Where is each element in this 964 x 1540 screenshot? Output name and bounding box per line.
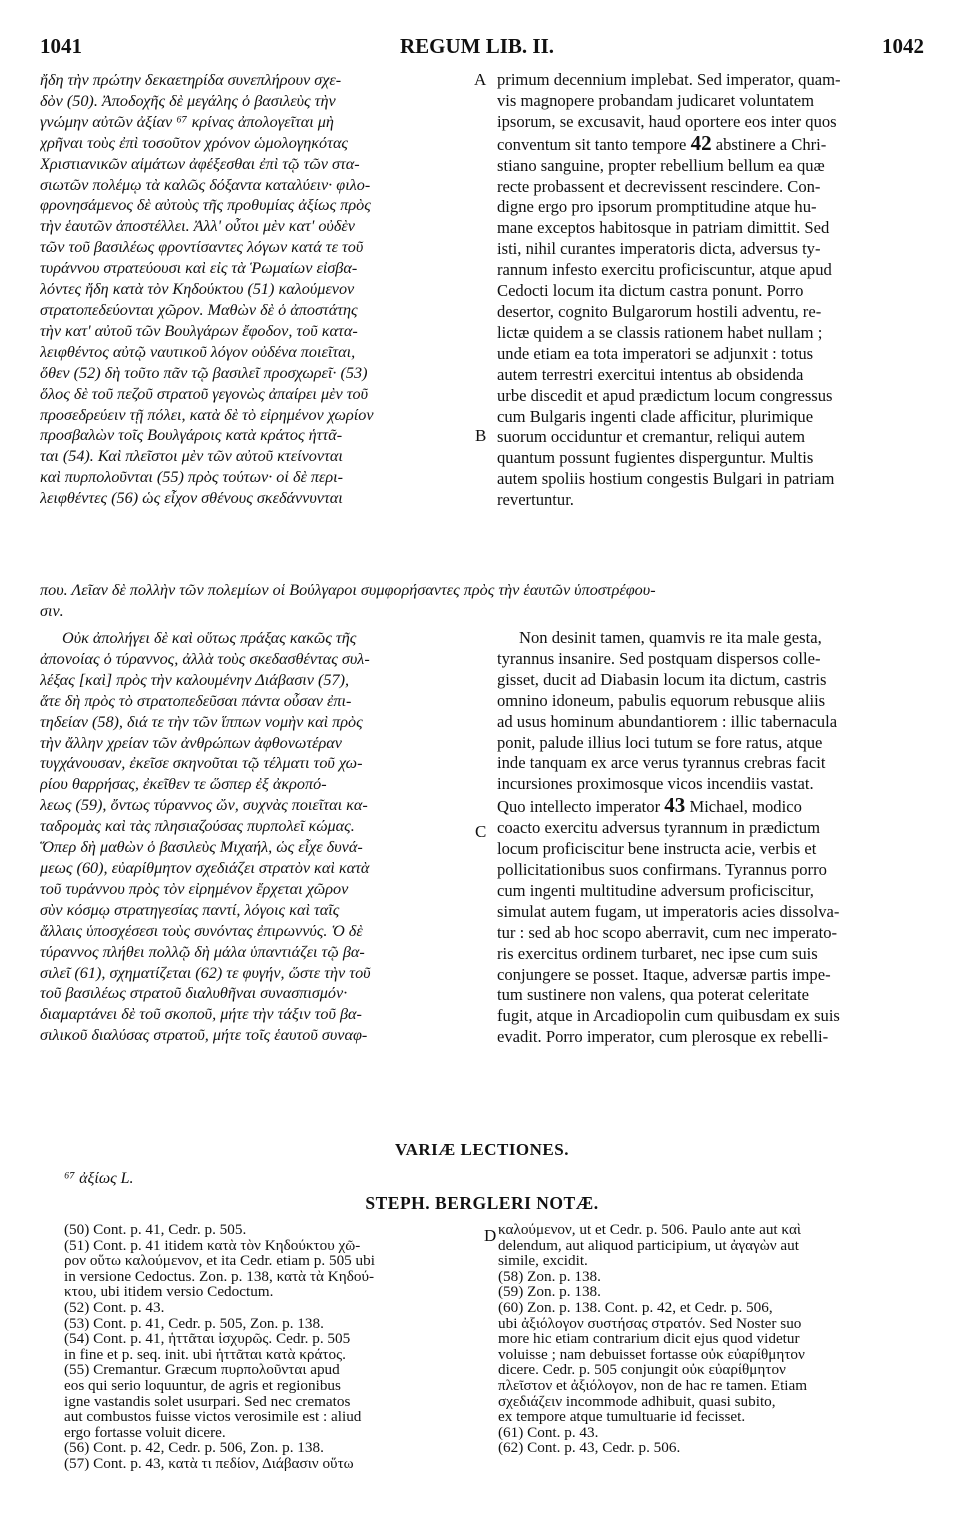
text-line: τηδείαν (58), διά τε τὴν τῶν ἵππων νομὴν καὶ πρὸς	[40, 712, 363, 731]
text-line: pollicitationibus suos confirmans. Tyrannus porro	[497, 859, 827, 879]
text-line: τὴν ἑαυτῶν ἀποστέλλει. Ἀλλ' οὗτοι μὲν κατ' οὐδὲν	[40, 217, 355, 236]
text-line: quantum possunt fugientes disperguntur. Multis	[497, 448, 814, 468]
text-line: ρίου θαρρήσας, ἐκεῖθεν τε ὥσπερ ἐξ ἀκροπό-	[40, 775, 327, 794]
text-line: τοῦ βασιλέως στρατοῦ διαλυθῆναι συνασπισμόν·	[40, 984, 348, 1003]
text-line: τυράννου στρατεύουσι καὶ εἰς τὰ Ῥωμαίων εἰσβα-	[40, 259, 358, 278]
text-line: Cedocti locum ita dictum castra ponunt. Porro	[497, 281, 804, 301]
note-line: voluisse ; nam debuisset fortasse οὐκ εὐαρίθμητον	[498, 1346, 805, 1363]
text-line: urbe discedit et apud prædictum locum congressus	[497, 385, 833, 405]
right-page-number: 1042	[882, 34, 924, 58]
bold-page-ref: 42	[690, 132, 712, 155]
left-page-number: 1041	[40, 34, 82, 58]
text-line: stiano sanguine, propter rebellium bellum ea quæ	[497, 155, 825, 175]
note-line: (55) Cremantur. Græcum πυρπολοῦνται apud	[64, 1362, 340, 1378]
note-line: ex tempore atque tumultuarie id fecisset.	[498, 1409, 746, 1425]
note-line: dicere. Cedr. p. 505 conjungit οὐκ εὐαρίθμητον	[498, 1362, 786, 1378]
text-line: ἤδη τὴν πρώτην δεκαετηρίδα συνεπλήρουν σχε-	[40, 71, 342, 89]
text-line: autem terrestri exercitui intentus ab obsidenda	[497, 364, 804, 384]
note-line: igne vastandis solet usurpari. Sed nec crematos	[64, 1393, 351, 1410]
text-line: desertor, cognito Bulgarorum hostili adventu, re-	[497, 301, 822, 321]
text-line: ται (54). Καὶ πλεῖστοι μὲν τῶν αὐτοῦ κτείνονται	[40, 447, 343, 466]
note-line: simile, excidit.	[498, 1253, 588, 1269]
text-line: revertuntur.	[497, 490, 574, 510]
text-line	[497, 795, 927, 818]
bold-page-ref: 43	[664, 795, 686, 818]
note-line: (62) Cont. p. 43, Cedr. p. 506.	[498, 1440, 681, 1456]
text-line: recte probassent et decrevissent rescindere. Con-	[497, 176, 821, 196]
note-line: καλούμενον, ut et Cedr. p. 506. Paulo ante aut καὶ	[498, 1222, 802, 1238]
note-line: in versione Cedoctus. Zon. p. 138, κατὰ τὰ Κηδού-	[64, 1268, 375, 1285]
note-line: (56) Cont. p. 42, Cedr. p. 506, Zon. p. 138.	[64, 1440, 324, 1456]
note-line: in fine et p. seq. init. ubi ἡττᾶται κατὰ κράτος.	[64, 1346, 346, 1363]
note-line: (58) Zon. p. 138.	[498, 1268, 601, 1285]
text-line: evadit. Porro imperator, cum plerosque ex rebelli-	[497, 1027, 829, 1047]
text-line: cum ingenti multitudine adversum proficiscitur,	[497, 880, 814, 900]
text-line: γνώμην αὐτῶν ἀξίαν ⁶⁷ κρίνας ἀπολογεῖται μὴ	[40, 112, 334, 131]
text-line: ris exercitus ordinem turbaret, nec ipse cum suis	[497, 943, 818, 963]
variae-lectiones-heading: VARIÆ LECTIONES.	[395, 1140, 569, 1159]
text-line: τῶν τοῦ βασιλέως φροντίσαντες λόγων κατά τε τοῦ	[40, 238, 364, 257]
text-line: τυγχάνουσαν, ἐκεῖσε σκηνοῦται τῷ τέλματι τοῦ χω-	[40, 754, 363, 773]
note-line: πλεῖστον et ἀξιόλογον, non de hac re tamen. Etiam	[498, 1377, 808, 1394]
text-line: fugit, atque in Arcadiopolin cum quibusdam ex suis	[497, 1006, 840, 1026]
text-line: tyrannus insanire. Sed postquam dispersos colle-	[497, 648, 821, 668]
text-line: omnino idoneum, pabulis equorum rebusque aliis	[497, 690, 826, 710]
text-line: vis magnopere probandam judicaret voluntatem	[497, 90, 815, 110]
text-line: digne ergo pro ipsorum promptitudine atque hu-	[497, 197, 817, 217]
note-line: ergo fortasse voluit dicere.	[64, 1424, 226, 1441]
text-line: conjungere se posset. Itaque, adversæ partis impe-	[497, 964, 831, 984]
text-line: mane exceptos habitosque in patriam dimittit. Sed	[497, 218, 830, 238]
text-line: ipsorum, se excusavit, haud oportere eos inter quos	[497, 111, 837, 131]
text-line: σιλικοῦ διαλύσας στρατοῦ, μήτε τοῖς ἑαυτοῦ συναφ-	[40, 1026, 368, 1045]
note-line: eos qui serio loquuntur, de agris et regionibus	[64, 1377, 341, 1394]
text-fragment: abstinere a Chri-	[715, 134, 827, 154]
note-line: κτου, ubi itidem versio Cedoctum.	[64, 1284, 274, 1300]
note-line: (61) Cont. p. 43.	[498, 1424, 599, 1441]
note-line: (54) Cont. p. 41, ἡττᾶται ἰσχυρῶς. Cedr. p. 505	[64, 1331, 351, 1347]
text-line: δὸν (50). Ἀποδοχῆς δὲ μεγάλης ὁ βασιλεὺς τὴν	[40, 91, 336, 110]
text-line: Οὐκ ἀπολήγει δὲ καὶ οὕτως πράξας κακῶς τῆς	[62, 629, 357, 647]
text-line: ἄλλαις ὑποσχέσεσι τοὺς συνόντας ἐπιρωννύς. Ὁ δὲ	[40, 921, 363, 940]
text-line: που. Λεῖαν δὲ πολλὴν τῶν πολεμίων οἱ Βούλγαροι συμφορήσαντες πρὸς τὴν ἑαυτῶν ὑποστρέφου-	[40, 581, 656, 599]
text-line: λέξας [καὶ] πρὸς τὴν καλουμένην Διάβασιν (57),	[40, 670, 350, 689]
text-fragment: Michael, modico	[689, 797, 802, 817]
text-line: στρατοπεδεύονται χῶρον. Μαθὼν δὲ ὁ ἀποστάτης	[40, 300, 358, 319]
text-line: προσβαλὼν τοῖς Βουλγάροις κατὰ κράτος ἡττᾶ-	[40, 426, 343, 445]
note-line: (50) Cont. p. 41, Cedr. p. 505.	[64, 1222, 247, 1238]
running-header	[40, 34, 924, 64]
text-line: τύραννος πλήθει πολλῷ δὴ μάλα ὑπαντιάζει τῷ βα-	[40, 942, 365, 961]
text-line: μεως (60), εὐαρίθμητον σχεδιάζει στρατὸν καὶ κατὰ	[40, 858, 370, 877]
variant-reading: ⁶⁷ ἀξίως L.	[64, 1170, 134, 1187]
text-line: primum decennium implebat. Sed imperator, quam-	[497, 70, 841, 89]
notes-right-column	[498, 1222, 930, 1456]
text-line: isti, nihil curantes imperatoris dicta, adversus ty-	[497, 239, 821, 259]
greek-column-bottom	[40, 628, 490, 1046]
text-line: coacto exercitu adversus tyrannum in prædictum	[497, 818, 821, 838]
text-line: σιωτῶν πολέμῳ τὰ καλῶς δόξαντα καταλύειν· φιλο-	[40, 175, 371, 194]
note-line: σχεδιάζειν incommode adhibuit, quasi subito,	[498, 1393, 776, 1410]
text-line: Χριστιανικῶν αἱμάτων ἀφέξεσθαι ἐπὶ τῷ τῶν στα-	[40, 154, 360, 173]
text-line: rannum infesto exercitu proficiscuntur, atque apud	[497, 260, 832, 280]
text-line: simulat autem fugam, ut imperatoris acies dissolva-	[497, 901, 840, 921]
text-line: λεως (59), ὄντως τύραννος ὤν, συχνὰς ποιεῖται κα-	[40, 796, 368, 815]
notes-left-column	[64, 1222, 482, 1472]
note-line: ρον οὕτω καλούμενον, et ita Cedr. etiam p. 505 ubi	[64, 1253, 375, 1269]
text-line: τοῦ τυράννου πρὸς τὸν εἰρημένον ἔρχεται χῶρον	[40, 879, 349, 898]
note-line: (59) Zon. p. 138.	[498, 1284, 601, 1300]
text-line: suorum occiduntur et cremantur, reliqui autem	[497, 427, 806, 447]
text-line: cum Bulgaris ingenti clade afficitur, plurimique	[497, 406, 814, 426]
text-line: autem spoliis hostium congestis Bulgari in patriam	[497, 469, 835, 489]
text-line: ad usus hominum abundantiorem : illic tabernacula	[497, 711, 838, 731]
text-line: locum proficiscitur bene instructa acie, verbis et	[497, 839, 817, 859]
text-line: λειφθέντος αὐτῷ ναυτικοῦ λόγον οὐδένα ποιεῖται,	[40, 342, 356, 361]
text-line: ταδρομὰς καὶ τὰς πλησιαζούσας πυρπολεῖ κώμας.	[40, 817, 355, 836]
text-line: incursiones proximosque vicos incendiis vastat.	[497, 774, 814, 794]
text-line: tum sustinere non valens, qua poterat celeritate	[497, 985, 809, 1005]
text-line: ὅθεν (52) δὴ τοῦτο πᾶν τῷ βασιλεῖ προσχωρεῖ· (53)	[40, 363, 368, 382]
note-line: (52) Cont. p. 43.	[64, 1299, 165, 1316]
text-line: σὺν κόσμῳ στρατηγεσίας παντί, λόγοις καὶ ταῖς	[40, 900, 340, 919]
margin-letter-b: B	[475, 426, 487, 445]
text-line: ἅτε δὴ πρὸς τὸ στρατοπεδεῦσαι πάντα οὖσαν ἐπι-	[40, 691, 352, 710]
text-line: Ὅπερ δὴ μαθὼν ὁ βασιλεὺς Μιχαήλ, ὡς εἶχε δυνά-	[40, 838, 363, 857]
text-fragment: Quo intellecto imperator	[497, 797, 661, 817]
text-line: τὴν ἄλλην χρείαν τῶν ἀνθρώπων ἀφθονωτέραν	[40, 733, 342, 752]
text-line: σιλεῖ (61), σχηματίζεται (62) τε φυγήν, ὥστε τὴν τοῦ	[40, 963, 371, 982]
note-line: more hic etiam contrarium dicit ejus quod videtur	[498, 1331, 800, 1347]
text-line: καὶ πυρπολοῦνται (55) πρὸς τούτων· οἱ δὲ περι-	[40, 468, 344, 487]
latin-column-top	[497, 70, 927, 511]
text-line: tur : sed ab hoc scopo aberravit, cum nec imperato-	[497, 922, 838, 942]
text-line: inde tanquam ex arce verus tyrannus crebras facit	[497, 753, 826, 773]
margin-letter-d: D	[484, 1226, 497, 1245]
text-line: φρονησάμενος δὲ αὐτοὺς τῆς προθυμίας ἀξίως πρὸς	[40, 196, 371, 215]
text-line: ponit, palude illius loci tutum se fore ratus, atque	[497, 732, 823, 752]
greek-column-top	[40, 70, 490, 509]
text-fragment: conventum sit tanto tempore	[497, 134, 687, 154]
note-line: (53) Cont. p. 41, Cedr. p. 505, Zon. p. 138.	[64, 1315, 324, 1332]
note-line: (51) Cont. p. 41 itidem κατὰ τὸν Κηδούκτου χῶ-	[64, 1237, 361, 1254]
text-line: προσεδρεύειν τῇ πόλει, κατὰ δὲ τὸ εἰρημένον χωρίον	[40, 405, 374, 424]
text-line	[497, 133, 927, 156]
note-line: delendum, aut aliquod participium, ut ἀγαγὼν aut	[498, 1237, 799, 1254]
margin-letter-c: C	[475, 822, 487, 841]
text-line: lictæ quidem a se classis rationem habet nullam ;	[497, 322, 823, 342]
text-line: ἀπονοίας ὁ τύραννος, ἀλλὰ τοὺς σκεδασθέντας συλ-	[40, 649, 370, 668]
latin-column-bottom	[497, 628, 927, 1048]
text-line: gisset, ducit ad Diabasin locum ita dictum, castris	[497, 669, 827, 689]
text-line: τὴν κατ' αὐτοῦ τῶν Βουλγάρων ἔφοδον, τοῦ κατα-	[40, 321, 358, 340]
text-line: διαμαρτάνει δὲ τοῦ σκοποῦ, μήτε τὴν τάξιν τοῦ βα-	[40, 1005, 362, 1024]
margin-letter-a: A	[474, 70, 487, 89]
running-title: REGUM LIB. II.	[400, 34, 555, 58]
text-line: unde etiam ea tota imperatori se adjunxit : totus	[497, 343, 814, 363]
notes-heading: STEPH. BERGLERI NOTÆ.	[365, 1193, 599, 1213]
note-line: ubi ἀξιόλογον συστήσας στρατόν. Sed Noster suo	[498, 1315, 802, 1332]
text-line: ὅλος δὲ τοῦ πεζοῦ στρατοῦ γεγονὼς ἀπαίρει μὲν τοῦ	[40, 384, 369, 403]
note-line: (57) Cont. p. 43, κατὰ τι πεδίον, Διάβασιν οὕτω	[64, 1455, 354, 1472]
text-line: λειφθέντες (56) ὡς εἶχον σθένους σκεδάννυνται	[40, 489, 343, 508]
note-line: aut combustos fuisse victos verosimile est : aliud	[64, 1409, 362, 1425]
text-line: Non desinit tamen, quamvis re ita male gesta,	[519, 628, 822, 647]
note-line: (60) Zon. p. 138. Cont. p. 42, et Cedr. p. 506,	[498, 1299, 773, 1316]
text-line: χρῆναι τοὺς ἐπὶ τοσοῦτον χρόνον ὡμολογηκότας	[40, 133, 349, 152]
text-line: λόντες ἤδη κατὰ τὸν Κηδούκτου (51) καλούμενον	[40, 280, 355, 299]
text-line: σιν.	[40, 601, 64, 620]
greek-full-width-text	[40, 580, 930, 622]
